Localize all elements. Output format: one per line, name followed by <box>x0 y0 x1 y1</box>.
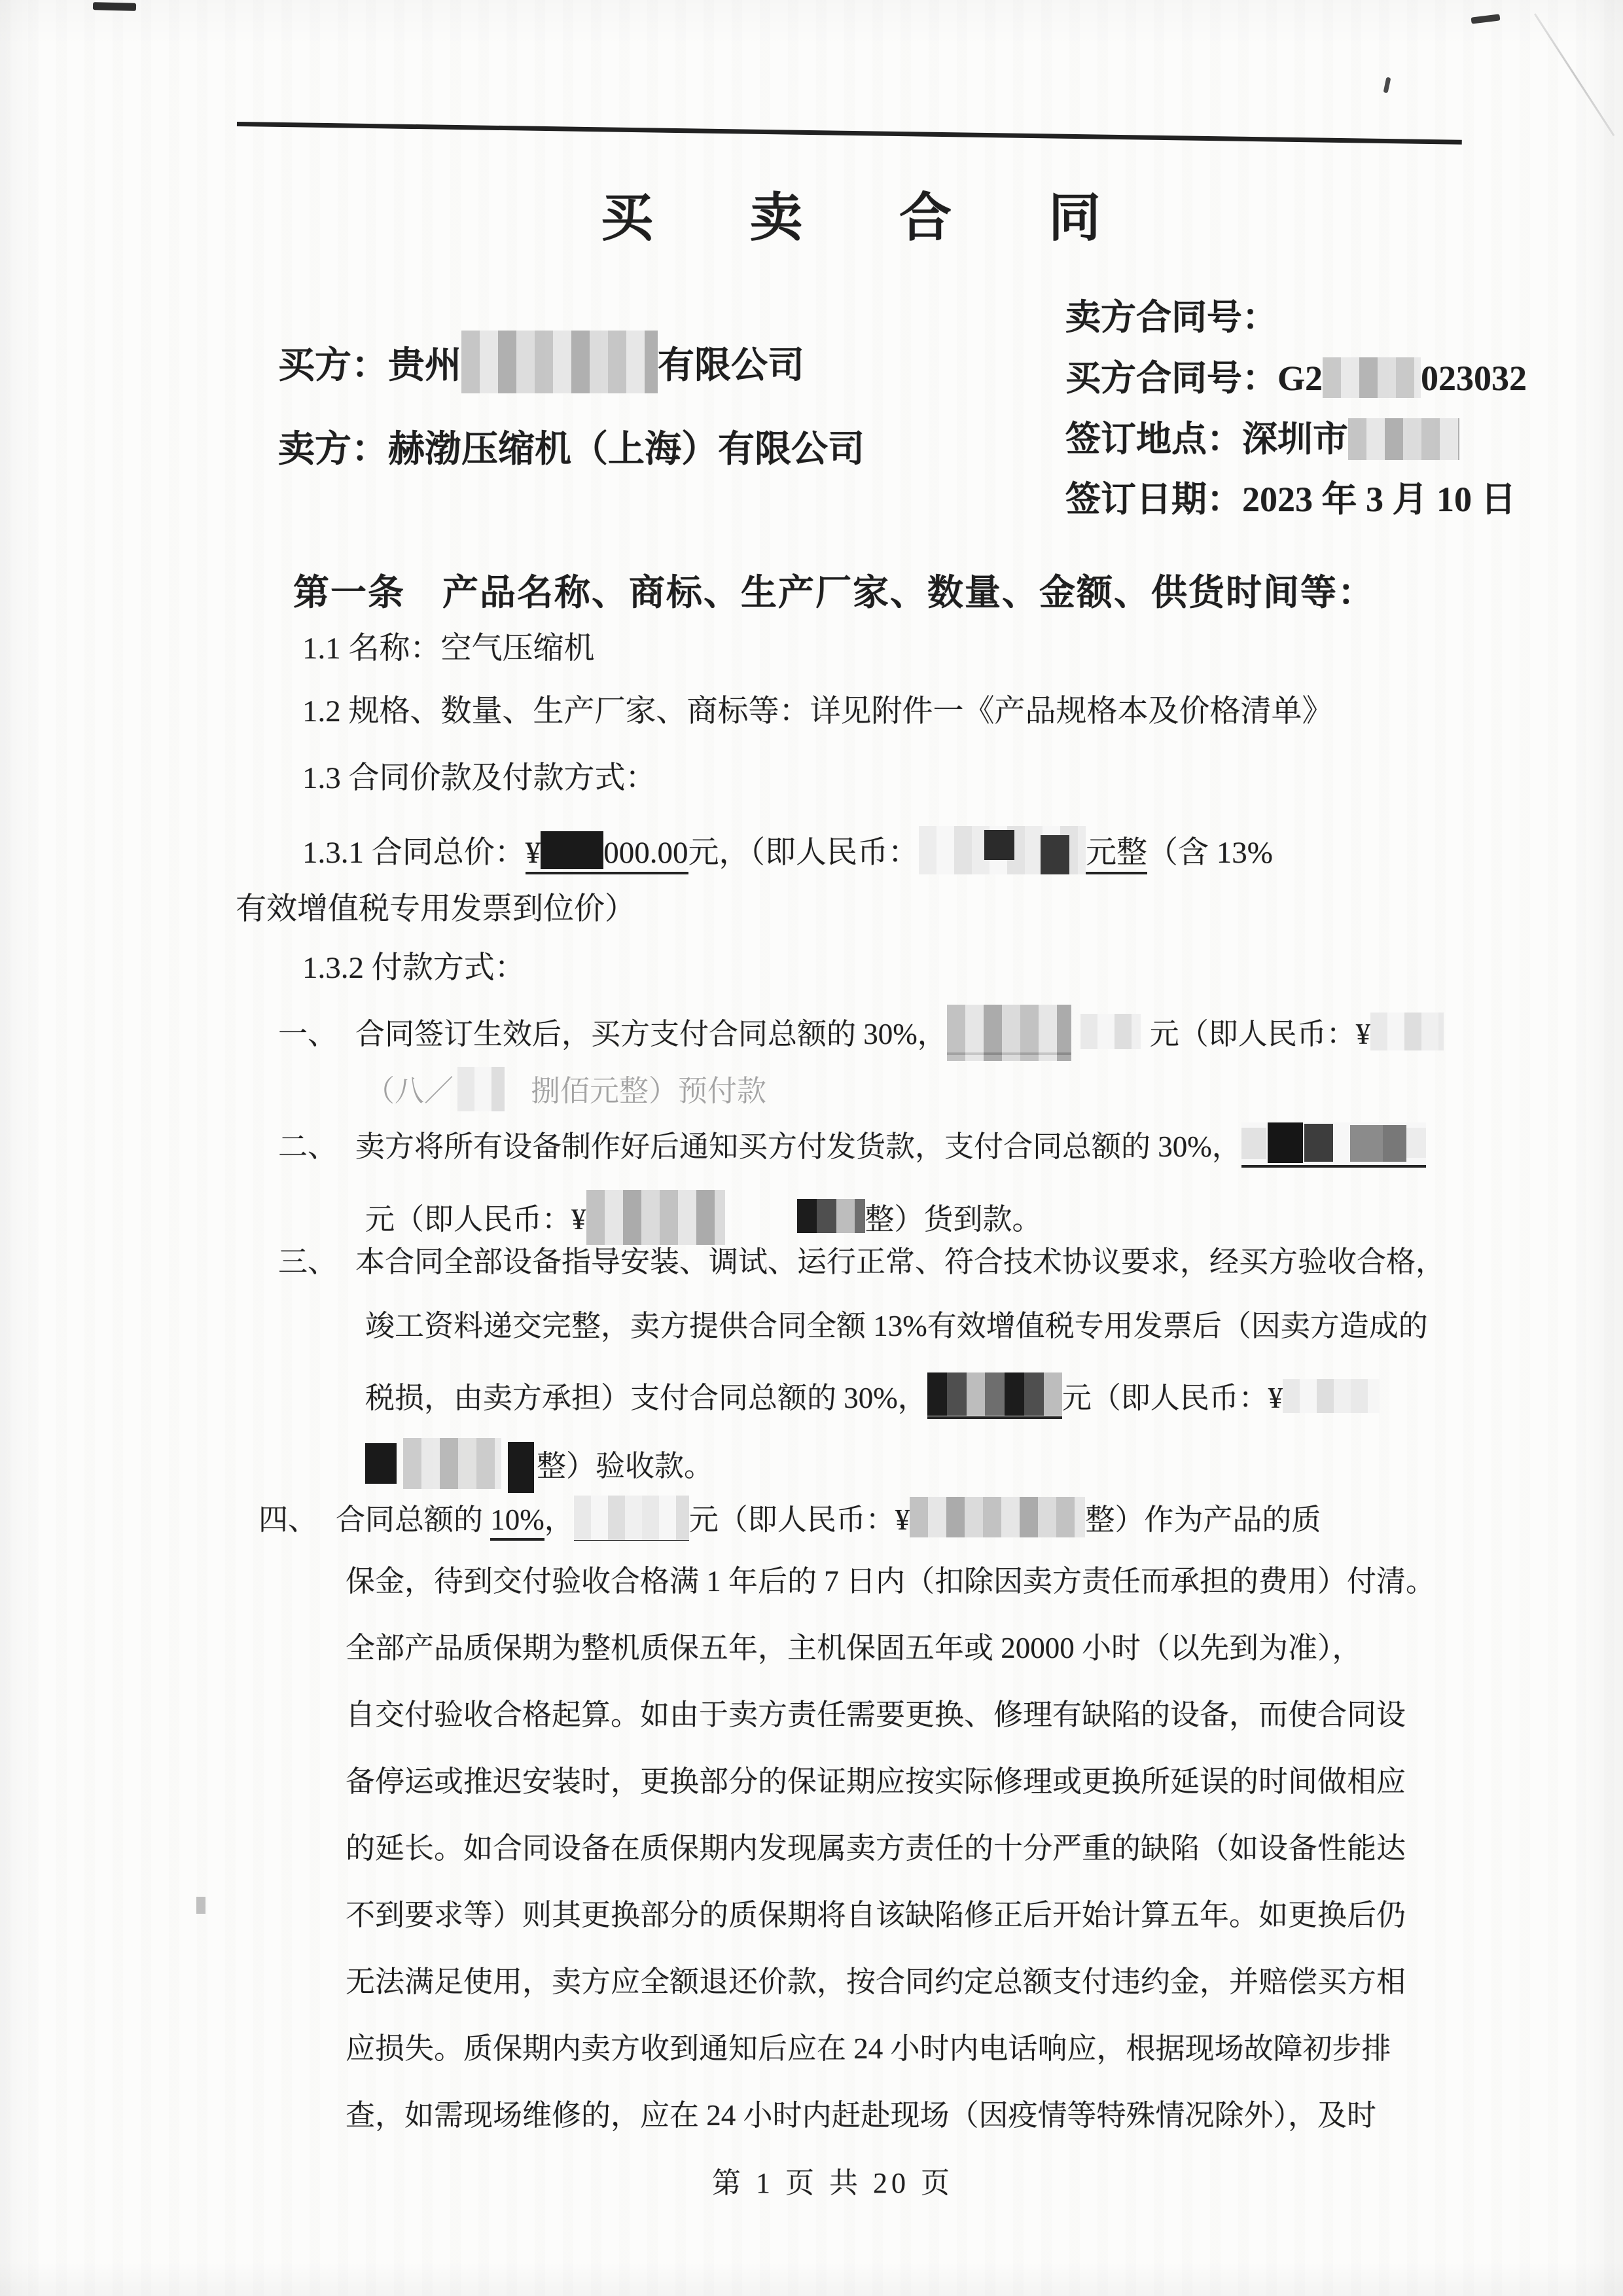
clause-4-line-6: 的延长。如合同设备在质保期内发现属卖方责任的十分严重的缺陷（如设备性能达 <box>346 1832 1406 1865</box>
clause-1-faded-fragment: （八／ <box>365 1075 454 1107</box>
clause-2-line-1 <box>278 1122 1426 1165</box>
redaction-c4-capital <box>910 1497 1085 1537</box>
item-1-2: 1.2 规格、数量、生产厂家、商标等：详见附件一《产品规格本及价格清单》 <box>302 694 1333 728</box>
redaction-c3-capital <box>1283 1379 1380 1413</box>
redaction-c3-capital-4 <box>508 1442 534 1493</box>
capital-tail: 元整 <box>1086 836 1147 874</box>
total-price-visible: 000.00 <box>603 836 688 870</box>
scan-mark-apostrophe <box>1383 77 1391 94</box>
buyer-contract-no-line <box>1065 357 1527 401</box>
scan-speck-top-right <box>1471 14 1501 24</box>
redaction-total-price-capital <box>919 826 1086 874</box>
clause-4-line-1 <box>259 1496 1321 1540</box>
item-1-3-1 <box>302 826 1273 874</box>
total-price-label: 1.3.1 合同总价： <box>302 836 526 870</box>
clause-1-prepay: 捌佰元整）预付款 <box>531 1075 767 1107</box>
clause-4-line-8: 无法满足使用，卖方应全额退还价款，按合同约定总额支付违约金，并赔偿买方相 <box>346 1965 1406 1998</box>
clause-1-marker: 一、 <box>278 1018 338 1050</box>
buyer-label: 买方： <box>278 346 388 386</box>
clause-4-line-7: 不到要求等）则其更换部分的质保期将自该缺陷修正后开始计算五年。如更换后仍 <box>346 1899 1406 1931</box>
item-1-3: 1.3 合同价款及付款方式： <box>302 761 656 795</box>
item-1-3-2: 1.3.2 付款方式： <box>302 951 526 985</box>
redaction-c1-line2 <box>457 1067 505 1111</box>
scan-speck-left-edge <box>196 1897 205 1914</box>
redaction-c1-gap <box>1080 1014 1141 1049</box>
clause-4-percent: 10% <box>490 1503 544 1541</box>
seller-label: 卖方： <box>278 429 388 470</box>
sign-place-line <box>1065 418 1459 462</box>
top-rule <box>237 122 1462 145</box>
buyer-name-suffix: 有限公司 <box>658 346 804 386</box>
redaction-c1-capital <box>1370 1013 1444 1050</box>
buyer-contract-no-label: 买方合同号： <box>1065 359 1277 398</box>
currency-symbol: ¥ <box>525 836 541 870</box>
clause-3-acceptance: 整）验收款。 <box>537 1450 714 1482</box>
clause-3-text-3: 税损，由卖方承担）支付合同总额的 30%， <box>365 1382 927 1414</box>
seller-contract-no-line <box>1065 296 1277 340</box>
buyer-contract-no-prefix: G2 <box>1277 359 1323 398</box>
clause-1-text: 合同签订生效后，买方支付合同总额的 30%， <box>355 1018 947 1050</box>
clause-2-marker: 二、 <box>278 1130 338 1163</box>
clause-4-line-3: 全部产品质保期为整机质保五年，主机保固五年或 20000 小时（以先到为准）， <box>346 1632 1362 1664</box>
clause-4-line-10: 查，如需现场维修的，应在 24 小时内赶赴现场（因疫情等特殊情况除外），及时 <box>346 2099 1377 2132</box>
redaction-c4-amount <box>574 1496 689 1540</box>
sign-date-label: 签订日期： <box>1065 480 1242 519</box>
item-1-1: 1.1 名称：空气压缩机 <box>302 632 595 666</box>
clause-3-line-4 <box>365 1438 713 1493</box>
clause-3-line-1 <box>278 1244 1445 1280</box>
page-number: 第 1 页 共 20 页 <box>712 2167 954 2199</box>
scan-diagonal-streak <box>1534 13 1614 136</box>
clause-4-text-1: 合同总额的 <box>336 1503 491 1536</box>
clause-3-line-2: 竣工资料递交完整，卖方提供合同全额 13%有效增值税专用发票后（因卖方造成的 <box>365 1310 1428 1342</box>
redaction-contract-no <box>1323 357 1421 398</box>
clause-2-line-2 <box>365 1190 1042 1245</box>
clause-4-marker: 四、 <box>259 1503 318 1536</box>
clause-4-line-4: 自交付验收合格起算。如由于卖方责任需要更换、修理有缺陷的设备，而使合同设 <box>346 1698 1406 1731</box>
seller-contract-no-label: 卖方合同号： <box>1065 298 1277 337</box>
redaction-c3-amount <box>927 1372 1062 1416</box>
clause-2-rmb: 元（即人民币：¥ <box>365 1203 586 1236</box>
clause-1-line-1 <box>278 1005 1444 1061</box>
item-1-3-1-cont: 有效增值税专用发票到位价） <box>236 892 635 926</box>
seller-line <box>278 427 865 473</box>
redaction-c3-capital-3 <box>403 1438 501 1489</box>
clause-4-quality: 整）作为产品的质 <box>1085 1503 1321 1536</box>
page-title: 买 卖 合 同 <box>601 190 1123 247</box>
sign-place-label: 签订地点： <box>1065 420 1242 459</box>
article1-heading: 第一条 产品名称、商标、生产厂家、数量、金额、供货时间等： <box>293 573 1376 613</box>
buyer-contract-no-suffix: 023032 <box>1421 359 1527 398</box>
clause-3-line-3 <box>365 1372 1380 1416</box>
redaction-total-price <box>541 831 603 869</box>
redaction-sign-place <box>1348 418 1459 460</box>
redaction-c3-capital-2 <box>365 1443 397 1484</box>
clause-4-comma: ， <box>544 1503 574 1536</box>
redaction-c2-capital <box>586 1190 725 1245</box>
clause-2-text: 卖方将所有设备制作好后通知买方付发货款，支付合同总额的 30%， <box>355 1130 1241 1163</box>
clause-3-text-1: 本合同全部设备指导安装、调试、运行正常、符合技术协议要求，经买方验收合格， <box>355 1246 1446 1278</box>
sign-place-value: 深圳市 <box>1242 420 1348 459</box>
clause-4-line-2: 保金，待到交付验收合格满 1 年后的 7 日内（扣除因卖方责任而承担的费用）付清。 <box>346 1565 1436 1598</box>
clause-4-line-9: 应损失。质保期内卖方收到通知后应在 24 小时内电话响应，根据现场故障初步排 <box>346 2032 1391 2065</box>
clause-4-line-5: 备停运或推迟安装时，更换部分的保证期应按实际修理或更换所延误的时间做相应 <box>346 1765 1406 1798</box>
buyer-name-prefix: 贵州 <box>388 346 461 386</box>
clause-1-rmb: 元（即人民币：¥ <box>1149 1018 1371 1050</box>
clause-3-rmb: 元（即人民币：¥ <box>1061 1382 1283 1414</box>
redaction-c1-amount <box>947 1005 1071 1061</box>
sign-date-line <box>1065 478 1516 522</box>
clause-1-line-2 <box>365 1067 766 1111</box>
redaction-c2-capital-2 <box>797 1199 865 1233</box>
buyer-line <box>278 331 804 393</box>
scan-speck-top-left <box>93 2 136 11</box>
total-price-unit: 元，（即人民币： <box>688 836 919 870</box>
sign-date-value: 2023 年 3 月 10 日 <box>1242 480 1516 519</box>
redaction-buyer-name <box>461 331 658 393</box>
seller-name: 赫渤压缩机（上海）有限公司 <box>388 429 865 470</box>
clause-4-rmb: 元（即人民币：¥ <box>688 1503 910 1536</box>
clause-3-marker: 三、 <box>278 1246 338 1278</box>
tax-note: （含 13% <box>1147 836 1273 870</box>
redaction-c2-amount <box>1241 1122 1426 1164</box>
clause-2-arrival: 整）货到款。 <box>865 1203 1042 1236</box>
